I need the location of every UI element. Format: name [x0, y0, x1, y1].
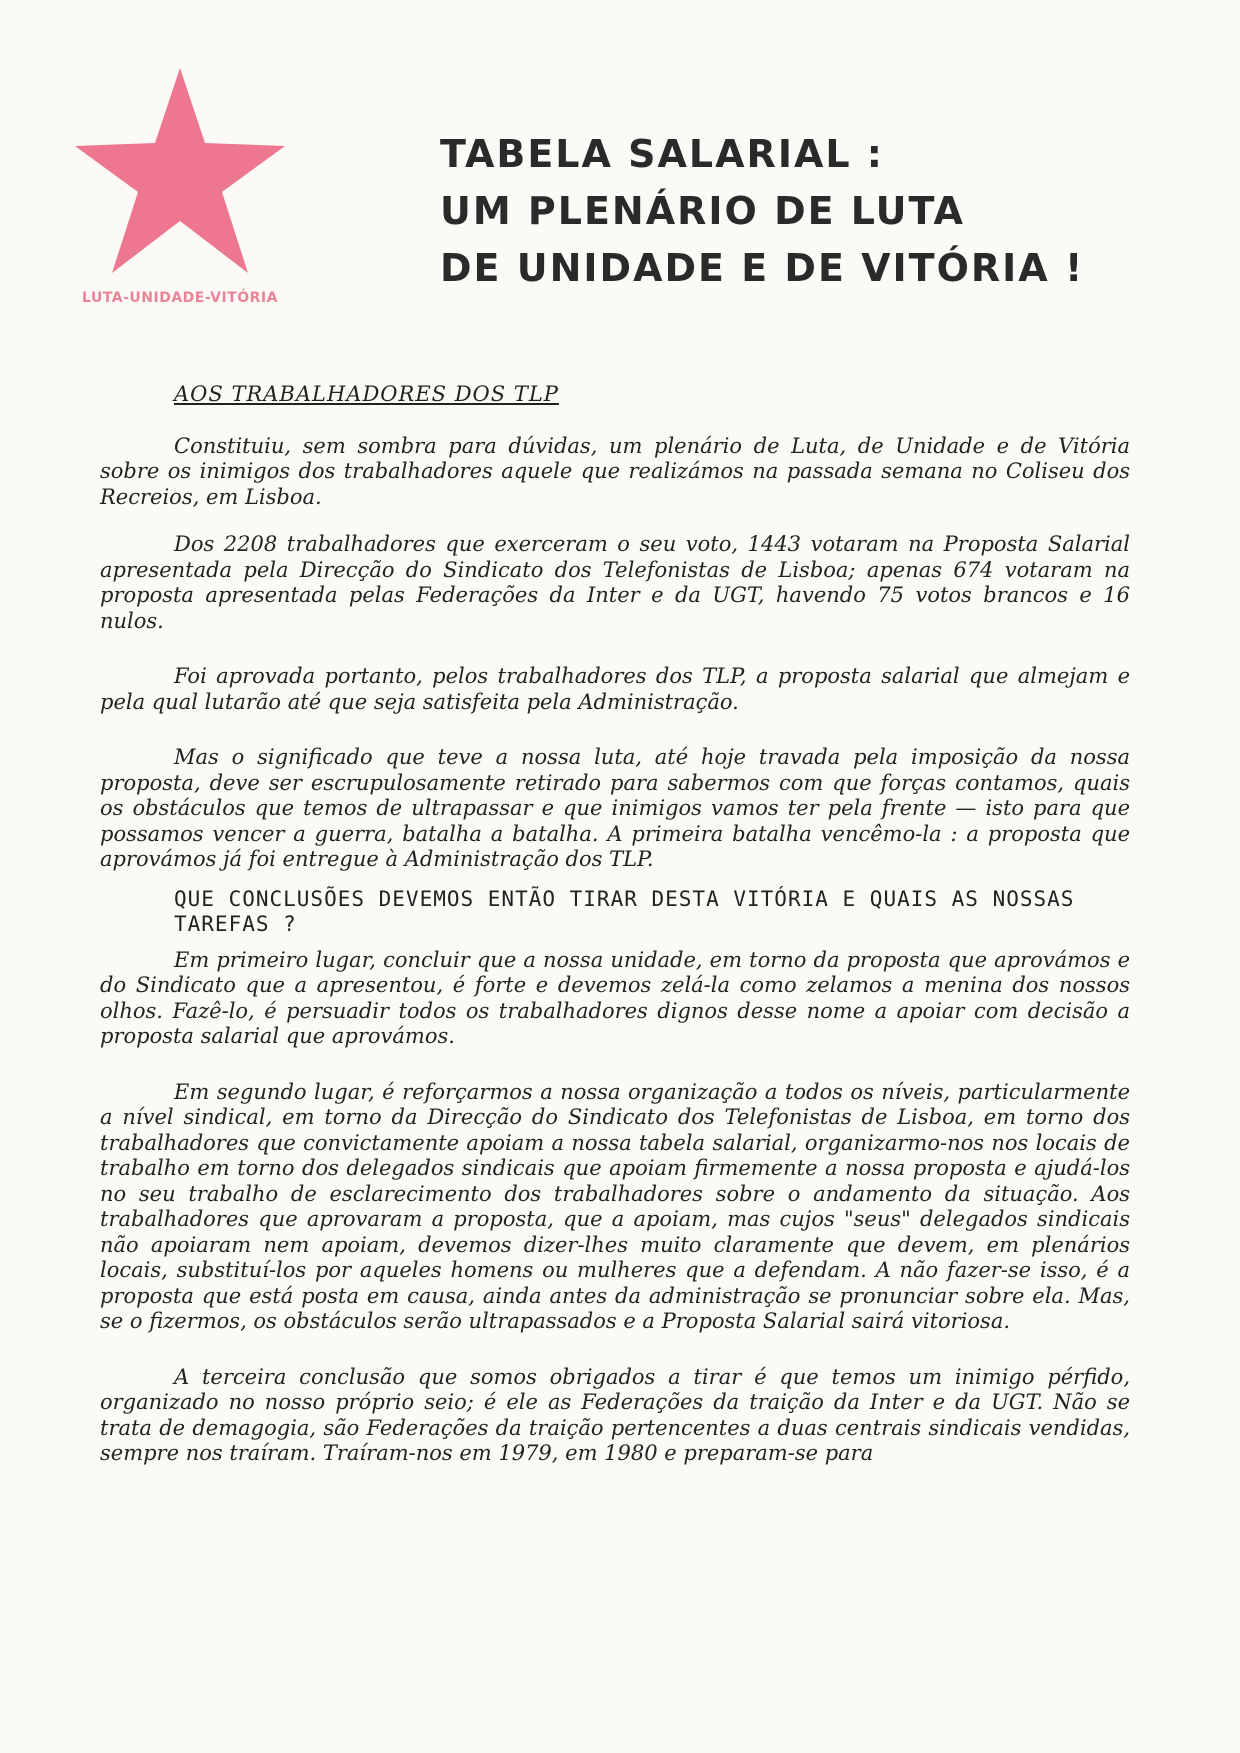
paragraph-first-conclusion: Em primeiro lugar, concluir que a nossa unidade, em torno da proposta que aprovámos e do Sindicato que a apresentou, é forte e devemos zelá-la como zelamos a menina dos nossos olhos. Fazê-lo, é persuadir todos os trabalhadores dignos desse nome a apoiar com decisão a proposta salarial que aprovámos. — [100, 947, 1130, 1048]
headline-line-1: TABELA SALARIAL : — [440, 132, 885, 176]
headline-line-3: DE UNIDADE E DE VITÓRIA ! — [440, 246, 1085, 290]
headline-line-2: UM PLENÁRIO DE LUTA — [440, 189, 965, 233]
logo-caption: LUTA-UNIDADE-VITÓRIA — [82, 290, 278, 306]
logo — [40, 68, 320, 318]
paragraph-approved: Foi aprovada portanto, pelos trabalhadores dos TLP, a proposta salarial que almejam e pela qual lutarão até que seja satisfeita pela Administração. — [100, 664, 1130, 714]
headline — [440, 126, 1210, 297]
paragraph-second-conclusion: Em segundo lugar, é reforçarmos a nossa organização a todos os níveis, particularmente a nível sindical, em torno da Direcção do Sindicato dos Telefonistas de Lisboa, em torno dos trabalhadores que convictamente apoiam a nossa tabela salarial, organizarmo-nos nos locais de trabalho em torno dos delegados sindicais que apoiam firmemente a nossa proposta e ajudá-los no seu trabalho de esclarecimento dos trabalhadores sobre o andamento da situação. Aos trabalhadores que aprovaram a proposta, que a apoiam, mas cujos "seus" delegados sindicais não apoiaram nem apoiam, devemos dizer-lhes muito claramente que devem, em plenários locais, substituí-los por aqueles homens ou mulheres que a defendam. A não fazer-se isso, é a proposta que está posta em causa, ainda antes da administração se pronunciar sobre ela. Mas, se o fizermos, os obstáculos serão ultrapassados e a Proposta Salarial sairá vitoriosa. — [100, 1079, 1130, 1333]
salutation: AOS TRABALHADORES DOS TLP — [174, 382, 559, 406]
paragraph-votes: Dos 2208 trabalhadores que exerceram o seu voto, 1443 votaram na Proposta Salarial apresentada pela Direcção do Sindicato dos Telefonistas de Lisboa; apenas 674 votaram na proposta apresentada pelas Federações da Inter e da UGT, havendo 75 votos brancos e 16 nulos. — [100, 532, 1130, 633]
paragraph-third-conclusion: A terceira conclusão que somos obrigados a tirar é que temos um inimigo pérfido, organizado no nosso próprio seio; é ele as Federações da traição da Inter e da UGT. Não se trata de demagogia, são Federações da traição pertencentes a duas centrais sindicais vendidas, sempre nos traíram. Traíram-nos em 1979, em 1980 e preparam-se para — [100, 1364, 1130, 1465]
body-text — [100, 382, 1130, 1467]
question-heading: QUE CONCLUSÕES DEVEMOS ENTÃO TIRAR DESTA VITÓRIA E QUAIS AS NOSSAS TAREFAS ? — [174, 886, 1075, 936]
paragraph-meaning: Mas o significado que teve a nossa luta, até hoje travada pela imposição da nossa proposta, deve ser escrupulosamente retirado para sabermos com que forças contamos, quais os obstáculos que temos de ultrapassar e que inimigos vamos ter pela frente — isto para que possamos vencer a guerra, batalha a batalha. A primeira batalha vencêmo-la : a proposta que aprovámos já foi entregue à Administração dos TLP. — [100, 745, 1130, 871]
paragraph-intro: Constituiu, sem sombra para dúvidas, um plenário de Luta, de Unidade e de Vitória sobre os inimigos dos trabalhadores aquele que realizámos na passada semana no Coliseu dos Recreios, em Lisboa. — [100, 433, 1130, 509]
star-icon — [65, 68, 305, 278]
